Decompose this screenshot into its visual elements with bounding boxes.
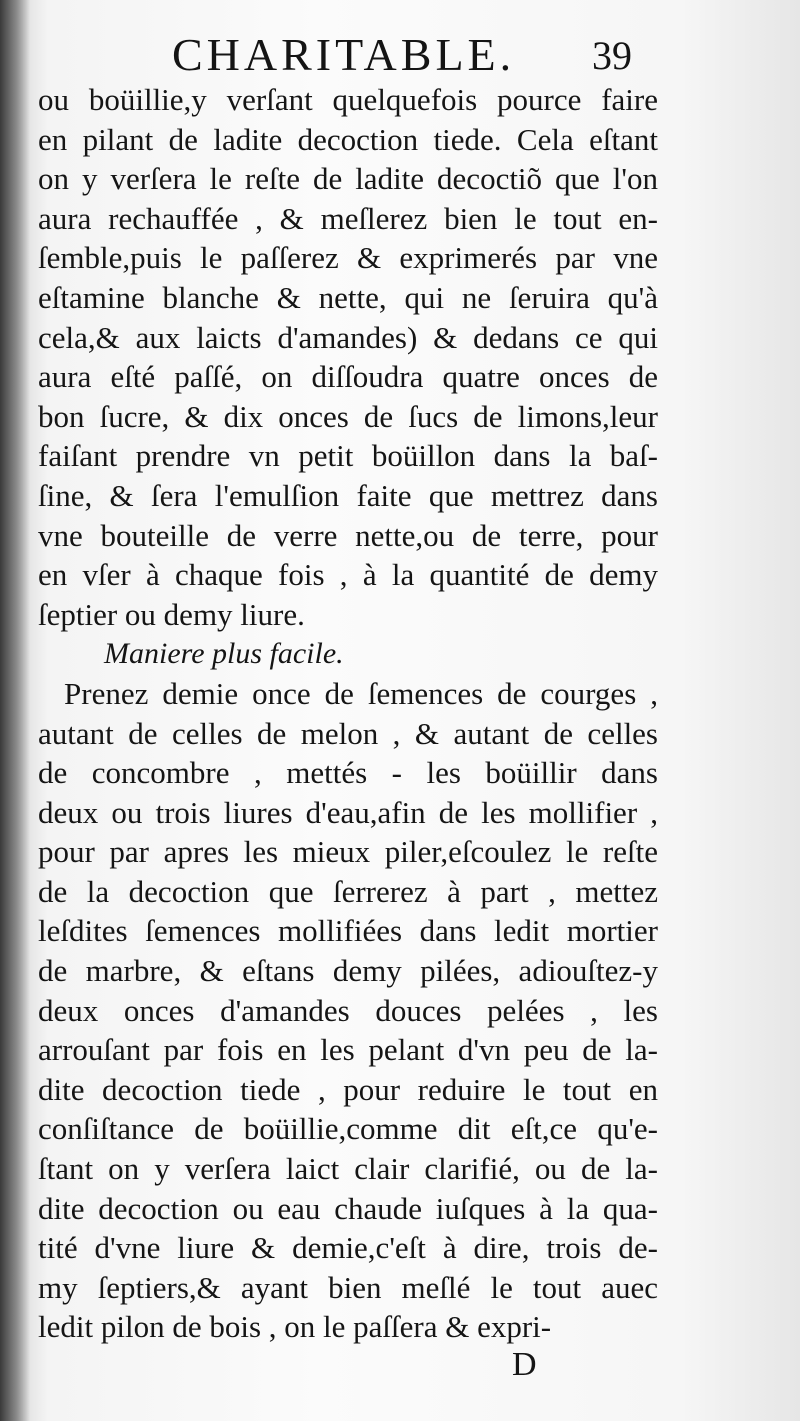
text-line: aura eſté paſſé, on diſſoudra quatre onces de (38, 359, 658, 395)
text-line: on y verſera le reſte de ladite decoctiõ que l'on (38, 161, 658, 197)
text-line: aura rechauffée , & meſlerez bien le tout en- (38, 200, 658, 236)
running-title: CHARITABLE. (172, 29, 516, 80)
paragraph-recipe-end (38, 80, 658, 634)
text-line: en vſer à chaque fois , à la quantité de demy (38, 557, 658, 593)
text-line: ſine, & ſera l'emulſion faite que mettrez dans (38, 477, 658, 513)
text-line: deux ou trois liures d'eau,afin de les mollifier , (38, 794, 658, 830)
text-line: conſiſtance de boüillie,comme dit eſt,ce qu'e- (38, 1111, 658, 1147)
text-line: autant de celles de melon , & autant de celles (38, 715, 658, 751)
text-line: ledit pilon de bois , on le paſſera & expri- (38, 1309, 552, 1345)
text-line: faiſant prendre vn petit boüillon dans la baſ- (38, 438, 658, 474)
signature-mark: D (512, 1346, 537, 1383)
text-line: de concombre , mettés - les boüillir dans (38, 755, 658, 791)
text-line: cela,& aux laicts d'amandes) & dedans ce qui (38, 319, 658, 355)
text-line: leſdites ſemences mollifiées dans ledit mortier (38, 913, 658, 949)
text-line: deux onces d'amandes douces pelées , les (38, 992, 658, 1028)
text-line: ſemble,puis le paſſerez & exprimerés par vne (38, 240, 658, 276)
text-line: en pilant de ladite decoction tiede. Cela eſtant (38, 121, 658, 157)
text-line: eſtamine blanche & nette, qui ne ſeruira qu'à (38, 279, 658, 315)
text-line: arrouſant par fois en les pelant d'vn peu de la- (38, 1032, 658, 1068)
text-line: Prenez demie once de ſemences de courges , (64, 675, 658, 711)
text-line: bon ſucre, & dix onces de ſucs de limons,leur (38, 398, 658, 434)
text-line: my ſeptiers,& ayant bien meſlé le tout auec (38, 1269, 658, 1305)
text-line: dite decoction tiede , pour reduire le tout en (38, 1071, 658, 1107)
text-line: ſtant on y verſera laict clair clarifié, ou de la- (38, 1151, 658, 1187)
show-through-text (670, 380, 800, 760)
text-line: pour par apres les mieux piler,eſcoulez le reſte (38, 834, 658, 870)
text-line: ſeptier ou demy liure. (38, 596, 305, 632)
paragraph-easier-method (38, 674, 658, 1347)
section-subheading: Maniere plus facile. (104, 637, 344, 671)
page-header (0, 24, 800, 84)
body-text (38, 80, 658, 1347)
text-line: vne bouteille de verre nette,ou de terre, pour (38, 517, 658, 553)
text-line: ou boüillie,y verſant quelquefois pource faire (38, 82, 658, 117)
text-line: de marbre, & eſtans demy pilées, adiouſtez-y (38, 953, 658, 989)
text-line: dite decoction ou eau chaude iuſques à la qua- (38, 1190, 658, 1226)
page-gutter-shadow (0, 0, 30, 1421)
text-line: de la decoction que ſerrerez à part , mettez (38, 873, 658, 909)
text-line: tité d'vne liure & demie,c'eſt à dire, trois de- (38, 1230, 658, 1266)
page-number: 39 (592, 33, 632, 78)
